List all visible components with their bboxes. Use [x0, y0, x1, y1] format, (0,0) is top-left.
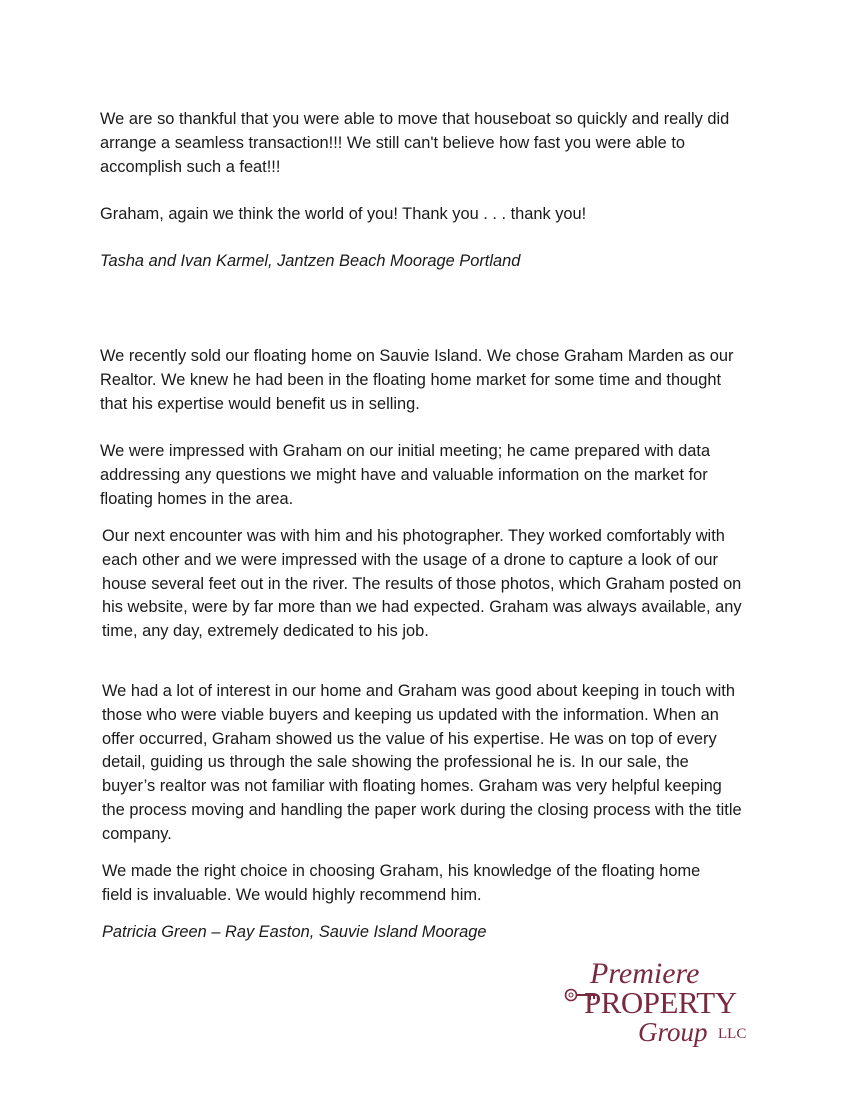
premiere-property-group-logo	[560, 955, 760, 1055]
logo-word-premiere: Premiere	[590, 957, 700, 990]
testimonial-2-paragraph-3: Our next encounter was with him and his photographer. They worked comfortably with each other and we were impressed with the usage of a drone to capture a look of our house several feet out in the river. The results of those photos, which Graham posted on his website, were by far more than we had expected. Graham was always available, any time, any day, extremely dedicated to his job.	[102, 527, 742, 641]
testimonial-1-paragraph-1: We are so thankful that you were able to move that houseboat so quickly and really did arrange a seamless transaction!!! We still can't believe how fast you were able to accomplish such a feat!!!	[100, 110, 730, 176]
testimonial-1-paragraph-2: Graham, again we think the world of you! Thank you . . . thank you!	[100, 205, 587, 223]
logo-word-group: Group	[638, 1017, 708, 1047]
testimonial-2-paragraph-4: We had a lot of interest in our home and Graham was good about keeping in touch with those who were viable buyers and keeping us updated with the information. When an offer occurred, Graham showed us the value of his expertise. He was on top of every detail, guiding us through the sale showing the professional he is. In our sale, the buyer’s realtor was not familiar with floating homes. Graham was very helpful keeping the process moving and handling the paper work during the closing process with the title company.	[102, 682, 742, 843]
testimonial-2-paragraph-2: We were impressed with Graham on our initial meeting; he came prepared with data addressing any questions we might have and valuable information on the market for floating homes in the area.	[100, 442, 711, 508]
logo-suffix-llc: LLC	[718, 1026, 747, 1042]
logo-word-property: PROPERTY	[584, 985, 737, 1020]
testimonial-1-signature: Tasha and Ivan Karmel, Jantzen Beach Moorage Portland	[100, 252, 521, 270]
testimonial-2-paragraph-5: We made the right choice in choosing Graham, his knowledge of the floating home field is invaluable. We would highly recommend him.	[102, 862, 701, 904]
testimonial-2-paragraph-1: We recently sold our floating home on Sauvie Island. We chose Graham Marden as our Realtor. We knew he had been in the floating home market for some time and thought that his expertise would benefit us in selling.	[100, 347, 734, 413]
testimonial-2-signature: Patricia Green – Ray Easton, Sauvie Island Moorage	[102, 923, 487, 941]
